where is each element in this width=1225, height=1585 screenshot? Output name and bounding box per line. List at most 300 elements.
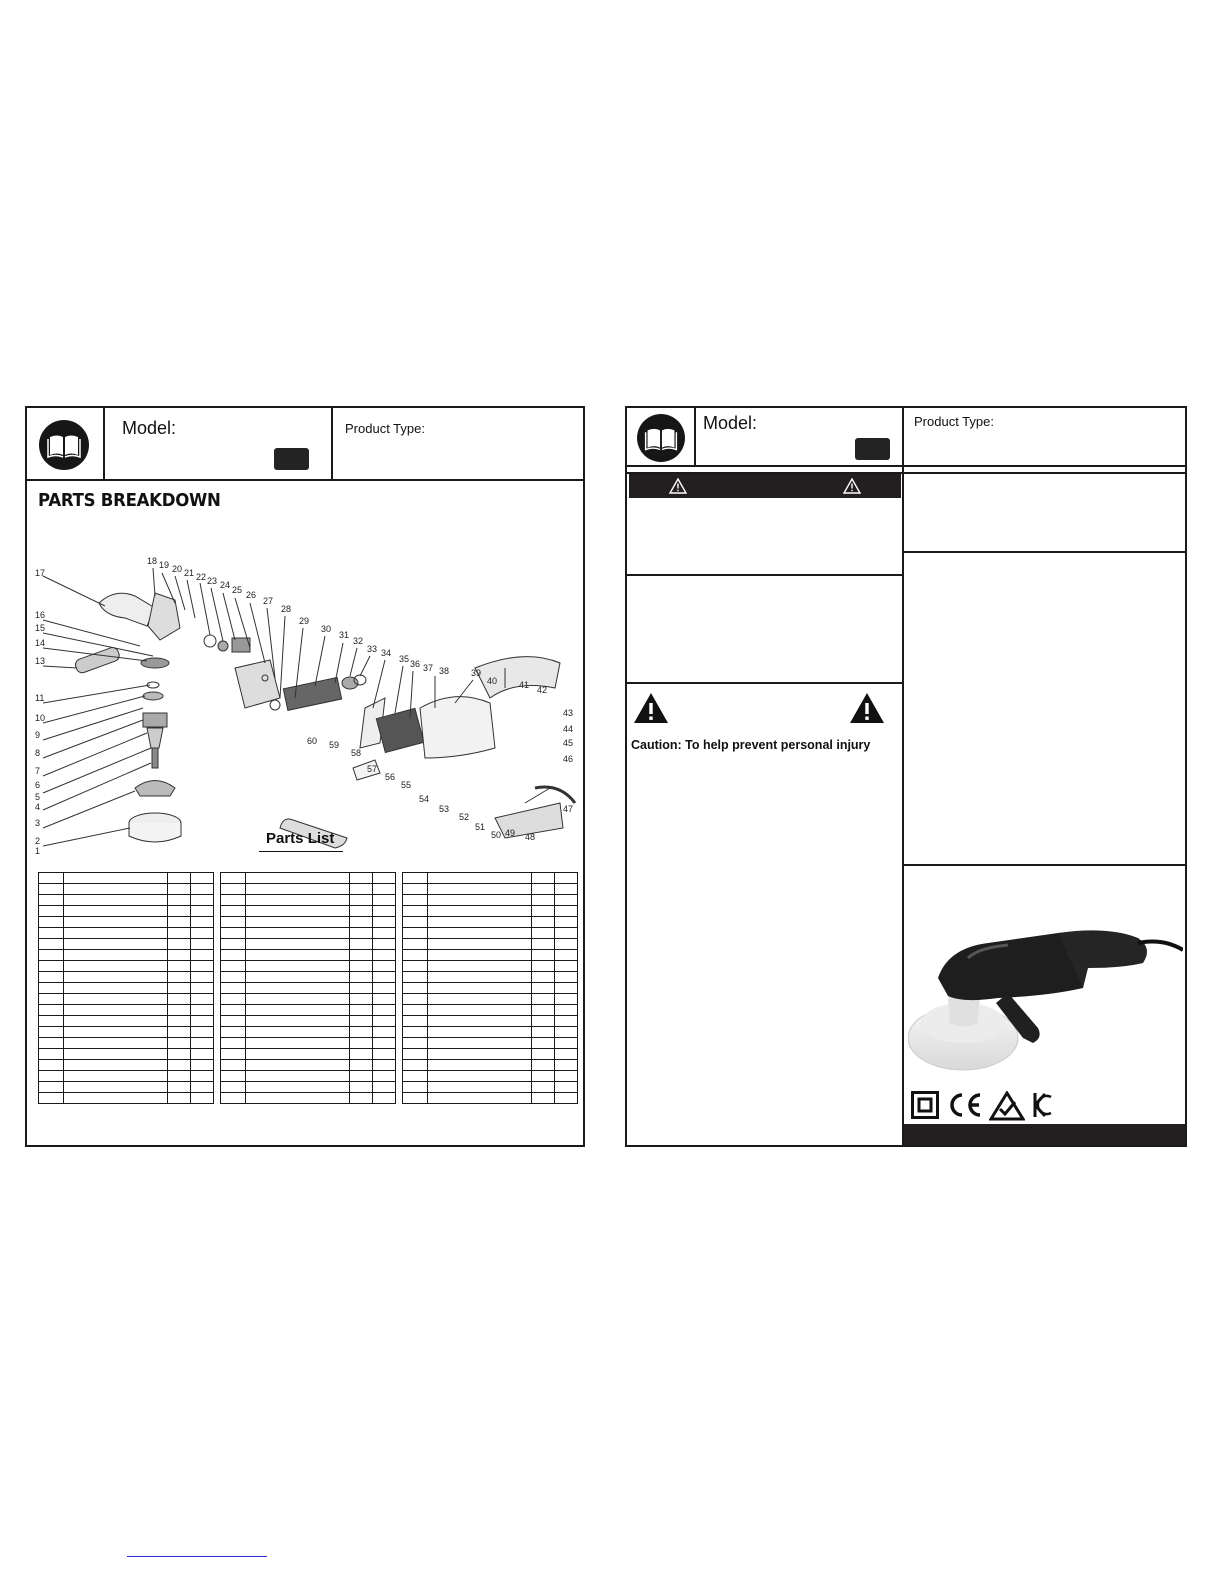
- svg-text:20: 20: [172, 564, 183, 574]
- parts-table-cell: [168, 917, 191, 928]
- parts-table-cell: [246, 983, 350, 994]
- parts-table-row: [39, 939, 214, 950]
- parts-table-cell: [246, 906, 350, 917]
- parts-table-cell: [403, 961, 428, 972]
- parts-table-cell: [39, 961, 64, 972]
- parts-table-row: [403, 1016, 578, 1027]
- parts-table-cell: [39, 983, 64, 994]
- parts-table-row: [39, 917, 214, 928]
- svg-text:60: 60: [307, 736, 318, 746]
- svg-text:46: 46: [563, 754, 574, 764]
- parts-table-cell: [64, 1038, 168, 1049]
- parts-table-cell: [246, 972, 350, 983]
- parts-table-cell: [64, 884, 168, 895]
- parts-table-cell: [246, 1082, 350, 1093]
- parts-table-cell: [64, 873, 168, 884]
- caution-triangle-icon: [633, 692, 669, 724]
- svg-text:39: 39: [471, 668, 482, 678]
- parts-table-cell: [373, 928, 396, 939]
- parts-table-row: [39, 1016, 214, 1027]
- parts-table-cell: [373, 950, 396, 961]
- parts-table-cell: [168, 1005, 191, 1016]
- parts-table-cell: [221, 873, 246, 884]
- parts-table-cell: [532, 1005, 555, 1016]
- svg-text:3: 3: [35, 818, 41, 828]
- parts-table-cell: [403, 917, 428, 928]
- exploded-parts-diagram: [35, 548, 580, 858]
- parts-table-cell: [428, 1027, 532, 1038]
- hyperlink-underline[interactable]: [127, 1556, 267, 1557]
- parts-table-cell: [555, 906, 578, 917]
- parts-table-row: [39, 1049, 214, 1060]
- parts-table-row: [403, 928, 578, 939]
- parts-table-cell: [403, 1027, 428, 1038]
- parts-table-cell: [403, 906, 428, 917]
- svg-text:15: 15: [35, 623, 46, 633]
- parts-table-cell: [373, 1071, 396, 1082]
- svg-text:49: 49: [505, 828, 516, 838]
- parts-table-cell: [373, 917, 396, 928]
- parts-table-cell: [168, 884, 191, 895]
- svg-text:22: 22: [196, 572, 207, 582]
- parts-table-row: [403, 1060, 578, 1071]
- parts-table-cell: [246, 1060, 350, 1071]
- parts-table-cell: [428, 906, 532, 917]
- parts-table-cell: [39, 1082, 64, 1093]
- parts-table-cell: [532, 906, 555, 917]
- parts-table-cell: [221, 928, 246, 939]
- parts-table-cell: [191, 906, 214, 917]
- parts-table-row: [221, 950, 396, 961]
- parts-table-row: [403, 917, 578, 928]
- parts-table-cell: [350, 895, 373, 906]
- parts-table-cell: [428, 1082, 532, 1093]
- parts-table-cell: [221, 906, 246, 917]
- svg-text:18: 18: [147, 556, 158, 566]
- parts-table-cell: [39, 917, 64, 928]
- parts-table-cell: [191, 1093, 214, 1104]
- parts-table-cell: [403, 950, 428, 961]
- manual-book-icon: [637, 414, 685, 462]
- svg-text:45: 45: [563, 738, 574, 748]
- parts-table-row: [39, 1071, 214, 1082]
- parts-table-cell: [64, 895, 168, 906]
- parts-table-row: [39, 906, 214, 917]
- parts-table-cell: [246, 1071, 350, 1082]
- parts-table-cell: [350, 983, 373, 994]
- svg-text:29: 29: [299, 616, 310, 626]
- parts-table-cell: [168, 928, 191, 939]
- parts-table-cell: [403, 1016, 428, 1027]
- parts-table-cell: [246, 895, 350, 906]
- svg-text:42: 42: [537, 685, 548, 695]
- parts-table-cell: [403, 895, 428, 906]
- parts-table-cell: [39, 950, 64, 961]
- parts-table-cell: [39, 1093, 64, 1104]
- svg-text:41: 41: [519, 680, 530, 690]
- parts-table-cell: [350, 1038, 373, 1049]
- parts-table-cell: [39, 1049, 64, 1060]
- parts-table-row: [39, 884, 214, 895]
- parts-table-cell: [532, 884, 555, 895]
- parts-table-cell: [350, 928, 373, 939]
- parts-table-row: [403, 884, 578, 895]
- parts-table-cell: [555, 873, 578, 884]
- svg-text:32: 32: [353, 636, 364, 646]
- parts-table-cell: [350, 1060, 373, 1071]
- parts-table-cell: [428, 1071, 532, 1082]
- parts-table-cell: [246, 1005, 350, 1016]
- parts-table-cell: [221, 1005, 246, 1016]
- parts-table-row: [221, 884, 396, 895]
- parts-table-cell: [532, 983, 555, 994]
- model-label: Model:: [703, 413, 758, 433]
- parts-table-row: [403, 983, 578, 994]
- parts-table-cell: [221, 1038, 246, 1049]
- svg-text:17: 17: [35, 568, 46, 578]
- parts-table-row: [39, 1093, 214, 1104]
- parts-table-row: [39, 994, 214, 1005]
- parts-table-cell: [428, 1038, 532, 1049]
- product-type-label: Product Type:: [914, 414, 994, 429]
- parts-table-cell: [64, 917, 168, 928]
- parts-table-cell: [373, 873, 396, 884]
- parts-table-cell: [191, 972, 214, 983]
- parts-list-underline: [259, 851, 343, 852]
- parts-table-cell: [350, 961, 373, 972]
- parts-table-cell: [428, 994, 532, 1005]
- parts-table-cell: [191, 994, 214, 1005]
- parts-table-cell: [403, 1082, 428, 1093]
- parts-table-row: [403, 1093, 578, 1104]
- parts-table-cell: [221, 994, 246, 1005]
- parts-table-cell: [39, 972, 64, 983]
- parts-table-cell: [350, 917, 373, 928]
- parts-table-cell: [246, 884, 350, 895]
- parts-table-cell: [221, 1082, 246, 1093]
- parts-table-cell: [221, 895, 246, 906]
- parts-table-row: [221, 906, 396, 917]
- parts-table-row: [221, 1071, 396, 1082]
- svg-text:27: 27: [263, 596, 274, 606]
- svg-text:53: 53: [439, 804, 450, 814]
- parts-table-cell: [428, 917, 532, 928]
- parts-table-cell: [373, 1005, 396, 1016]
- ce-mark-icon: [947, 1091, 983, 1119]
- svg-text:52: 52: [459, 812, 470, 822]
- parts-table-cell: [403, 1093, 428, 1104]
- parts-table-cell: [532, 1049, 555, 1060]
- parts-table-cell: [64, 972, 168, 983]
- parts-table-cell: [221, 972, 246, 983]
- parts-table-cell: [246, 994, 350, 1005]
- parts-table-cell: [403, 884, 428, 895]
- parts-table-row: [221, 928, 396, 939]
- parts-table-cell: [555, 961, 578, 972]
- parts-table-cell: [403, 928, 428, 939]
- parts-table-cell: [403, 1071, 428, 1082]
- parts-table-row: [221, 917, 396, 928]
- svg-text:55: 55: [401, 780, 412, 790]
- parts-table-cell: [555, 1049, 578, 1060]
- parts-table-row: [403, 939, 578, 950]
- svg-text:7: 7: [35, 766, 41, 776]
- parts-table-cell: [191, 1049, 214, 1060]
- parts-breakdown-title: PARTS BREAKDOWN: [38, 490, 221, 511]
- parts-table-cell: [64, 1093, 168, 1104]
- parts-table-cell: [191, 1016, 214, 1027]
- svg-text:16: 16: [35, 610, 46, 620]
- parts-table-cell: [373, 994, 396, 1005]
- parts-table-cell: [246, 961, 350, 972]
- parts-table-cell: [350, 1093, 373, 1104]
- parts-table-cell: [168, 895, 191, 906]
- parts-table-cell: [532, 961, 555, 972]
- parts-table-cell: [191, 917, 214, 928]
- parts-table-cell: [428, 884, 532, 895]
- parts-table-cell: [555, 1038, 578, 1049]
- parts-table-cell: [428, 961, 532, 972]
- parts-list-title: Parts List: [266, 830, 335, 847]
- parts-table-row: [39, 1082, 214, 1093]
- parts-table-row: [39, 1038, 214, 1049]
- parts-table-row: [221, 983, 396, 994]
- parts-table-cell: [555, 1071, 578, 1082]
- svg-text:36: 36: [410, 659, 421, 669]
- parts-table-cell: [246, 1027, 350, 1038]
- parts-table-cell: [373, 895, 396, 906]
- parts-table-cell: [221, 961, 246, 972]
- parts-table-cell: [221, 884, 246, 895]
- parts-table-cell: [191, 873, 214, 884]
- parts-table-cell: [403, 939, 428, 950]
- parts-table-cell: [64, 1016, 168, 1027]
- parts-table-cell: [168, 950, 191, 961]
- parts-table-row: [403, 1027, 578, 1038]
- parts-table-cell: [532, 1093, 555, 1104]
- parts-table-cell: [350, 994, 373, 1005]
- svg-text:58: 58: [351, 748, 362, 758]
- parts-table-cell: [403, 1038, 428, 1049]
- svg-text:21: 21: [184, 568, 195, 578]
- parts-table-cell: [64, 1049, 168, 1060]
- parts-table-cell: [191, 961, 214, 972]
- svg-text:34: 34: [381, 648, 392, 658]
- parts-table-cell: [221, 917, 246, 928]
- parts-table-cell: [168, 1016, 191, 1027]
- parts-table-cell: [350, 939, 373, 950]
- parts-table-cell: [555, 950, 578, 961]
- svg-text:54: 54: [419, 794, 430, 804]
- parts-table-cell: [373, 972, 396, 983]
- svg-text:38: 38: [439, 666, 450, 676]
- parts-table-cell: [555, 884, 578, 895]
- parts-table-cell: [373, 1082, 396, 1093]
- parts-table-cell: [373, 983, 396, 994]
- parts-table-cell: [221, 1027, 246, 1038]
- parts-table-cell: [373, 1049, 396, 1060]
- parts-table-cell: [350, 1027, 373, 1038]
- parts-table-cell: [39, 895, 64, 906]
- parts-table-cell: [246, 939, 350, 950]
- svg-text:48: 48: [525, 832, 536, 842]
- svg-text:14: 14: [35, 638, 46, 648]
- parts-table-cell: [39, 1060, 64, 1071]
- parts-table-cell: [350, 873, 373, 884]
- parts-table-cell: [64, 1060, 168, 1071]
- parts-table-cell: [191, 939, 214, 950]
- svg-text:30: 30: [321, 624, 332, 634]
- left-header: [27, 408, 583, 481]
- parts-table-cell: [555, 983, 578, 994]
- parts-table-cell: [350, 1005, 373, 1016]
- parts-table-cell: [428, 1060, 532, 1071]
- svg-text:43: 43: [563, 708, 574, 718]
- parts-table-row: [403, 906, 578, 917]
- parts-table-row: [221, 873, 396, 884]
- parts-table-row: [221, 1093, 396, 1104]
- parts-table-2: [220, 872, 396, 1104]
- svg-text:1: 1: [35, 846, 41, 856]
- svg-text:44: 44: [563, 724, 574, 734]
- warning-header-bar: [629, 474, 901, 498]
- parts-table-cell: [221, 1071, 246, 1082]
- parts-table-cell: [39, 884, 64, 895]
- parts-table-cell: [532, 1027, 555, 1038]
- parts-table-cell: [532, 1071, 555, 1082]
- parts-table-row: [403, 994, 578, 1005]
- parts-table-cell: [64, 1071, 168, 1082]
- parts-table-cell: [64, 1082, 168, 1093]
- parts-table-row: [403, 950, 578, 961]
- parts-table-cell: [373, 884, 396, 895]
- parts-table-cell: [191, 1027, 214, 1038]
- parts-table-cell: [64, 950, 168, 961]
- parts-table-cell: [168, 1038, 191, 1049]
- parts-table-cell: [39, 1038, 64, 1049]
- parts-table-row: [221, 1016, 396, 1027]
- warning-triangle-icon: [669, 478, 687, 494]
- manual-book-icon: [39, 420, 89, 470]
- parts-table-cell: [532, 1038, 555, 1049]
- parts-table-cell: [532, 928, 555, 939]
- parts-table-cell: [191, 928, 214, 939]
- parts-table-3: [402, 872, 578, 1104]
- parts-table-cell: [555, 1060, 578, 1071]
- parts-table-cell: [555, 1005, 578, 1016]
- parts-table-cell: [168, 873, 191, 884]
- parts-table-row: [39, 961, 214, 972]
- parts-table-cell: [350, 972, 373, 983]
- parts-table-cell: [555, 1082, 578, 1093]
- parts-table-cell: [532, 1016, 555, 1027]
- parts-table-row: [403, 1049, 578, 1060]
- svg-text:50: 50: [491, 830, 502, 840]
- parts-table-cell: [532, 873, 555, 884]
- parts-table-cell: [39, 939, 64, 950]
- parts-table-cell: [191, 1005, 214, 1016]
- parts-table-cell: [221, 1093, 246, 1104]
- parts-table-cell: [246, 928, 350, 939]
- parts-table-cell: [555, 994, 578, 1005]
- parts-table-row: [39, 1005, 214, 1016]
- parts-table-cell: [428, 1093, 532, 1104]
- parts-table-row: [221, 1082, 396, 1093]
- parts-table-cell: [532, 917, 555, 928]
- parts-table-cell: [64, 906, 168, 917]
- parts-table-cell: [246, 917, 350, 928]
- svg-text:40: 40: [487, 676, 498, 686]
- parts-table-cell: [350, 1049, 373, 1060]
- svg-text:37: 37: [423, 663, 434, 673]
- parts-table-cell: [373, 939, 396, 950]
- parts-table-cell: [555, 1027, 578, 1038]
- parts-table-cell: [532, 972, 555, 983]
- parts-table-cell: [246, 950, 350, 961]
- parts-table-cell: [428, 928, 532, 939]
- parts-table-cell: [221, 1049, 246, 1060]
- parts-table-cell: [39, 1005, 64, 1016]
- parts-table-cell: [532, 1082, 555, 1093]
- parts-table-cell: [428, 1016, 532, 1027]
- svg-text:23: 23: [207, 576, 218, 586]
- parts-table-cell: [373, 1060, 396, 1071]
- parts-table-cell: [39, 928, 64, 939]
- parts-table-row: [403, 1038, 578, 1049]
- parts-table-cell: [350, 950, 373, 961]
- parts-table-cell: [428, 1049, 532, 1060]
- svg-text:6: 6: [35, 780, 41, 790]
- parts-table-row: [39, 983, 214, 994]
- warning-triangle-icon: [843, 478, 861, 494]
- parts-table-row: [221, 994, 396, 1005]
- svg-text:59: 59: [329, 740, 340, 750]
- svg-text:5: 5: [35, 792, 41, 802]
- svg-text:4: 4: [35, 802, 41, 812]
- parts-table-row: [221, 895, 396, 906]
- product-polisher-image: [908, 898, 1183, 1108]
- parts-table-row: [39, 972, 214, 983]
- parts-table-cell: [350, 1016, 373, 1027]
- parts-table-cell: [39, 906, 64, 917]
- parts-table-cell: [191, 895, 214, 906]
- model-badge: [274, 448, 309, 470]
- svg-text:51: 51: [475, 822, 486, 832]
- parts-table-cell: [191, 884, 214, 895]
- parts-table-cell: [373, 906, 396, 917]
- parts-table-cell: [64, 961, 168, 972]
- parts-table-cell: [532, 1060, 555, 1071]
- parts-table-row: [221, 972, 396, 983]
- parts-table-cell: [428, 939, 532, 950]
- parts-table-cell: [532, 950, 555, 961]
- parts-table-cell: [350, 1082, 373, 1093]
- parts-table-cell: [168, 1027, 191, 1038]
- parts-table-cell: [403, 1060, 428, 1071]
- parts-table-row: [39, 1027, 214, 1038]
- parts-table-cell: [64, 994, 168, 1005]
- parts-table-cell: [555, 1016, 578, 1027]
- parts-table-row: [403, 1082, 578, 1093]
- parts-table-row: [39, 873, 214, 884]
- svg-text:25: 25: [232, 585, 243, 595]
- parts-table-cell: [39, 1071, 64, 1082]
- parts-table-cell: [168, 1060, 191, 1071]
- parts-table-row: [221, 1060, 396, 1071]
- parts-table-cell: [168, 1093, 191, 1104]
- caution-text: Caution: To help prevent personal injury: [631, 738, 871, 752]
- parts-table-row: [403, 895, 578, 906]
